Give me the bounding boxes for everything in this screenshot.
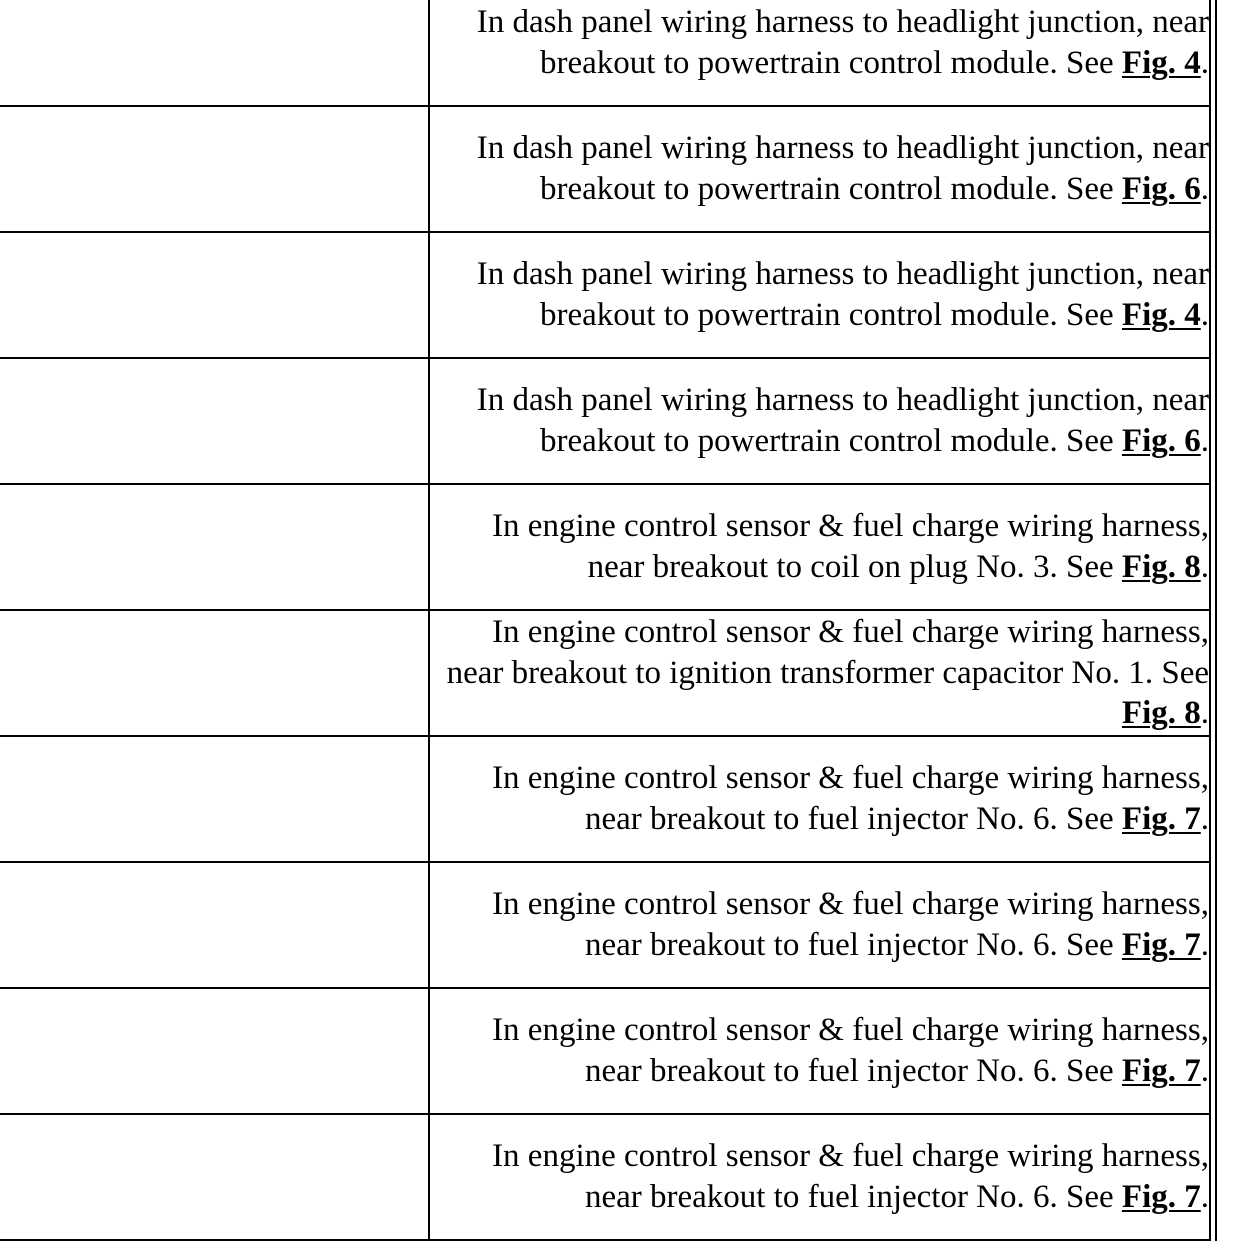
location-description-cell xyxy=(429,610,1210,736)
figure-link[interactable]: Fig. 6 xyxy=(1121,423,1201,459)
table-row xyxy=(0,106,1210,232)
location-description-text: In engine control sensor & fuel charge wiring harness, near breakout to fuel injector No. 6. See xyxy=(492,886,1209,963)
figure-link[interactable]: Fig. 4 xyxy=(1121,297,1201,333)
period: . xyxy=(1200,45,1209,81)
empty-cell xyxy=(0,862,429,988)
location-description-text: In engine control sensor & fuel charge wiring harness, near breakout to coil on plug No. 3. See xyxy=(492,508,1209,585)
location-description-cell xyxy=(429,232,1210,358)
period: . xyxy=(1200,1053,1209,1089)
table-row xyxy=(0,736,1210,862)
location-description-text: In dash panel wiring harness to headlight junction, near breakout to powertrain control module. See xyxy=(476,130,1209,207)
period: . xyxy=(1200,297,1209,333)
figure-link[interactable]: Fig. 7 xyxy=(1121,927,1201,963)
table-row xyxy=(0,988,1210,1114)
period: . xyxy=(1200,801,1209,837)
empty-cell xyxy=(0,1114,429,1240)
location-description-cell xyxy=(429,1114,1210,1240)
figure-link[interactable]: Fig. 6 xyxy=(1121,171,1201,207)
empty-cell xyxy=(0,988,429,1114)
period: . xyxy=(1200,927,1209,963)
location-description-cell xyxy=(429,358,1210,484)
table-row xyxy=(0,1114,1210,1240)
figure-link[interactable]: Fig. 4 xyxy=(1121,45,1201,81)
table-row xyxy=(0,610,1210,736)
empty-cell xyxy=(0,610,429,736)
empty-cell xyxy=(0,0,429,106)
empty-cell xyxy=(0,106,429,232)
figure-link[interactable]: Fig. 7 xyxy=(1121,1179,1201,1215)
location-description-text: In engine control sensor & fuel charge wiring harness, near breakout to ignition transformer capacitor No. 1. See xyxy=(446,614,1209,691)
figure-link[interactable]: Fig. 8 xyxy=(1121,549,1201,585)
period: . xyxy=(1200,695,1209,732)
empty-cell xyxy=(0,358,429,484)
location-description-cell xyxy=(429,484,1210,610)
location-description-cell xyxy=(429,736,1210,862)
location-description-text: In dash panel wiring harness to headlight junction, near breakout to powertrain control module. See xyxy=(476,256,1209,333)
empty-cell xyxy=(0,484,429,610)
table-row xyxy=(0,232,1210,358)
period: . xyxy=(1200,1179,1209,1215)
location-description-cell xyxy=(429,106,1210,232)
table-row xyxy=(0,358,1210,484)
figure-link[interactable]: Fig. 8 xyxy=(1121,695,1201,732)
period: . xyxy=(1200,171,1209,207)
figure-link[interactable]: Fig. 7 xyxy=(1121,801,1201,837)
table-row xyxy=(0,484,1210,610)
location-description-cell xyxy=(429,988,1210,1114)
location-description-cell xyxy=(429,0,1210,106)
location-description-text: In dash panel wiring harness to headlight junction, near breakout to powertrain control module. See xyxy=(476,4,1209,81)
table-row xyxy=(0,862,1210,988)
figure-link[interactable]: Fig. 7 xyxy=(1121,1053,1201,1089)
location-description-cell xyxy=(429,862,1210,988)
location-description-text: In engine control sensor & fuel charge wiring harness, near breakout to fuel injector No. 6. See xyxy=(492,1138,1209,1215)
location-description-text: In engine control sensor & fuel charge wiring harness, near breakout to fuel injector No. 6. See xyxy=(492,1012,1209,1089)
location-description-text: In engine control sensor & fuel charge wiring harness, near breakout to fuel injector No. 6. See xyxy=(492,760,1209,837)
table-row xyxy=(0,0,1210,106)
location-description-text: In dash panel wiring harness to headlight junction, near breakout to powertrain control module. See xyxy=(476,382,1209,459)
period: . xyxy=(1200,549,1209,585)
empty-cell xyxy=(0,736,429,862)
period: . xyxy=(1200,423,1209,459)
empty-cell xyxy=(0,232,429,358)
